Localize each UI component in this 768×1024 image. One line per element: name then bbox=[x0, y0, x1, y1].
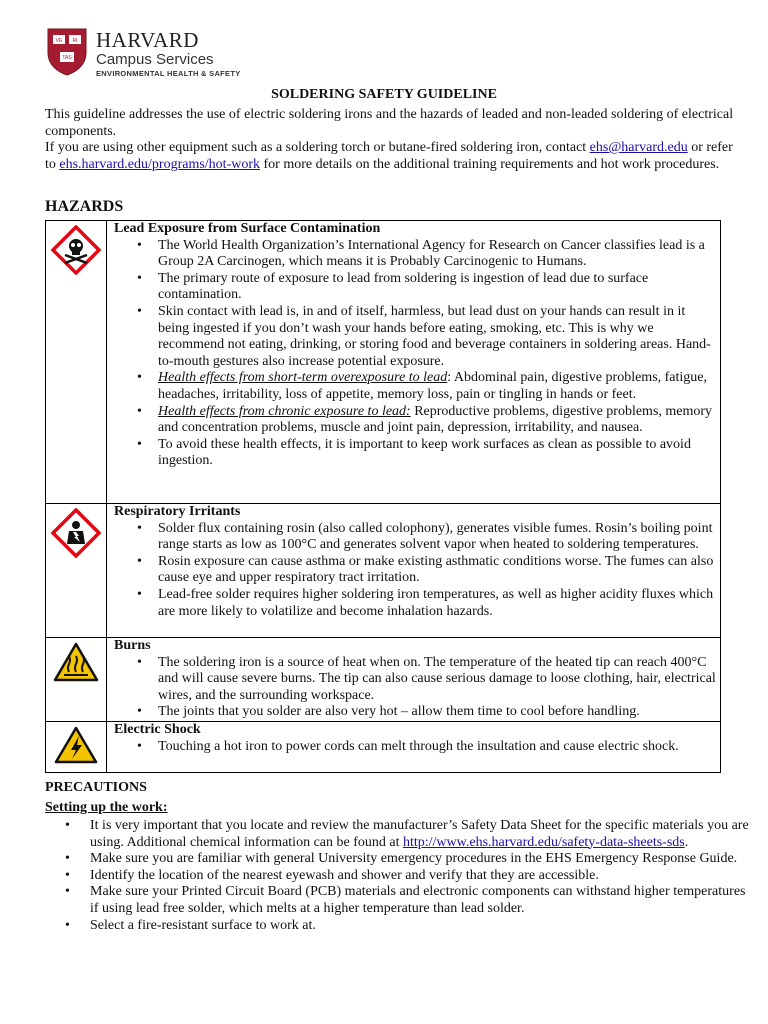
sds-link[interactable]: http://www.ehs.harvard.edu/safety-data-sheets-sds bbox=[402, 834, 685, 850]
svg-text:TAS: TAS bbox=[62, 55, 72, 61]
hazard-row-electric-shock bbox=[46, 722, 721, 773]
hazard-content-respiratory bbox=[107, 504, 721, 638]
short-term-effects-label: Health effects from short-term overexposure to lead bbox=[158, 370, 448, 386]
list-item: • Solder flux containing rosin (also called colophony), generates visible fumes. Rosin’s boiling point range starts as low as 100°C and generates solvent vapor when heated to soldering temperatures. bbox=[158, 521, 716, 554]
precautions-list bbox=[65, 818, 750, 934]
list-item: • Rosin exposure can cause asthma or make existing asthmatic conditions worse. The fumes can also cause eye and upper respiratory tract irritation. bbox=[158, 554, 716, 587]
list-item bbox=[158, 370, 716, 403]
intro-text: or refer to bbox=[45, 140, 733, 172]
hazard-title-respiratory: Respiratory Irritants bbox=[114, 504, 241, 519]
hazard-row-lead bbox=[46, 221, 721, 504]
list-item: • Make sure your Printed Circuit Board (PCB) materials and electronic components can withstand higher temperatures if using lead free solder, which melts at a higher temperature than lead solder. bbox=[90, 884, 750, 917]
hazard-title-burns: Burns bbox=[114, 638, 151, 653]
list-item bbox=[90, 818, 750, 851]
svg-text:VE: VE bbox=[55, 38, 63, 44]
list-item: • Skin contact with lead is, in and of itself, harmless, but lead dust on your hands can result in it being ingested if you don’t wash your hands before eating, smoking, etc. This is why we recommend not eating, drinking, or storing food and beverage containers in soldering areas. Hand-to-mouth gestures also increase potential exposure. bbox=[158, 304, 716, 370]
list-item: • The primary route of exposure to lead from soldering is ingestion of lead due to surface contamination. bbox=[158, 271, 716, 304]
hazard-content-burns bbox=[107, 638, 721, 722]
list-item: • Select a fire-resistant surface to work at. bbox=[90, 918, 750, 935]
hazard-content-lead bbox=[107, 221, 721, 504]
precaution-text: . bbox=[684, 834, 689, 850]
hazard-icon-cell bbox=[46, 638, 107, 722]
list-item: • Lead-free solder requires higher soldering iron temperatures, as well as higher acidity fluxes which are more likely to volatilize and become inhalation hazards. bbox=[158, 587, 716, 620]
chronic-effects-text: Reproductive problems, digestive problems, memory and concentration problems, muscle and joint pain, depression, irritability, and nausea. bbox=[158, 403, 713, 436]
hazard-title-lead: Lead Exposure from Surface Contamination bbox=[114, 221, 381, 236]
harvard-logo bbox=[46, 27, 306, 87]
list-item: • Make sure you are familiar with general University emergency procedures in the EHS Emergency Response Guide. bbox=[90, 851, 750, 868]
list-item: • Identify the location of the nearest eyewash and shower and verify that they are accessible. bbox=[90, 868, 750, 885]
skull-crossbones-icon bbox=[51, 225, 101, 275]
intro-paragraph-1: This guideline addresses the use of electric soldering irons and the hazards of leaded and non-leaded soldering of electrical components. bbox=[45, 107, 734, 139]
hazard-bullets-respiratory bbox=[114, 521, 716, 621]
list-item: • To avoid these health effects, it is important to keep work surfaces as clean as possible to avoid ingestion. bbox=[158, 437, 716, 470]
document-title: SOLDERING SAFETY GUIDELINE bbox=[271, 87, 497, 102]
brand-name: HARVARD bbox=[96, 28, 199, 52]
hot-surface-warning-icon bbox=[53, 642, 99, 682]
setting-up-subheading: Setting up the work: bbox=[45, 800, 168, 815]
intro-section bbox=[45, 107, 735, 173]
intro-text: for more details on the additional training requirements and hot work procedures. bbox=[260, 156, 720, 172]
ehs-email-link[interactable]: ehs@harvard.edu bbox=[589, 140, 688, 156]
hazard-bullets-lead bbox=[114, 238, 716, 470]
hazard-bullets-electric-shock bbox=[114, 739, 716, 756]
hazards-table bbox=[45, 220, 721, 773]
precaution-text: It is very important that you locate and review the manufacturer’s Safety Data Sheet for the specific materials you are using. Additional chemical information can be found at bbox=[90, 818, 749, 850]
health-hazard-icon bbox=[51, 508, 101, 558]
hazard-icon-cell bbox=[46, 722, 107, 773]
hazard-row-burns bbox=[46, 638, 721, 722]
short-term-effects-text: : Abdominal pain, digestive problems, fatigue, headaches, irritability, loss of appetite, memory loss, pain or tingling in hands or feet. bbox=[158, 370, 708, 402]
list-item: • The World Health Organization’s International Agency for Research on Cancer classifies lead is a Group 2A Carcinogen, which means it is Probably Carcinogenic to Humans. bbox=[158, 238, 716, 271]
harvard-shield-icon bbox=[46, 27, 88, 79]
electric-shock-warning-icon bbox=[54, 726, 98, 764]
list-item: • Touching a hot iron to power cords can melt through the insultation and cause electric shock. bbox=[158, 739, 716, 756]
hot-work-link[interactable]: ehs.harvard.edu/programs/hot-work bbox=[59, 156, 260, 172]
brand-subtitle: Campus Services bbox=[96, 51, 214, 68]
brand-department: ENVIRONMENTAL HEALTH & SAFETY bbox=[96, 69, 241, 78]
intro-paragraph-2 bbox=[45, 140, 735, 173]
hazard-icon-cell bbox=[46, 221, 107, 504]
chronic-effects-label: Health effects from chronic exposure to lead: bbox=[158, 403, 411, 419]
intro-text: If you are using other equipment such as a soldering torch or butane-fired soldering iron, contact bbox=[45, 140, 587, 156]
hazard-bullets-burns bbox=[114, 655, 716, 721]
list-item: • The joints that you solder are also very hot – allow them time to cool before handling. bbox=[158, 704, 716, 721]
list-item bbox=[158, 404, 716, 437]
hazard-row-respiratory bbox=[46, 504, 721, 638]
hazard-icon-cell bbox=[46, 504, 107, 638]
hazards-heading: HAZARDS bbox=[45, 198, 124, 215]
hazard-content-electric-shock bbox=[107, 722, 721, 773]
precautions-heading: PRECAUTIONS bbox=[45, 780, 147, 795]
svg-text:RI: RI bbox=[72, 38, 78, 44]
list-item: • The soldering iron is a source of heat when on. The temperature of the heated tip can reach 400°C and will cause severe burns. The tip can also cause serious damage to loose clothing, hair, electrical wires, and the surrounding workspace. bbox=[158, 655, 716, 705]
hazard-title-electric-shock: Electric Shock bbox=[114, 722, 201, 737]
